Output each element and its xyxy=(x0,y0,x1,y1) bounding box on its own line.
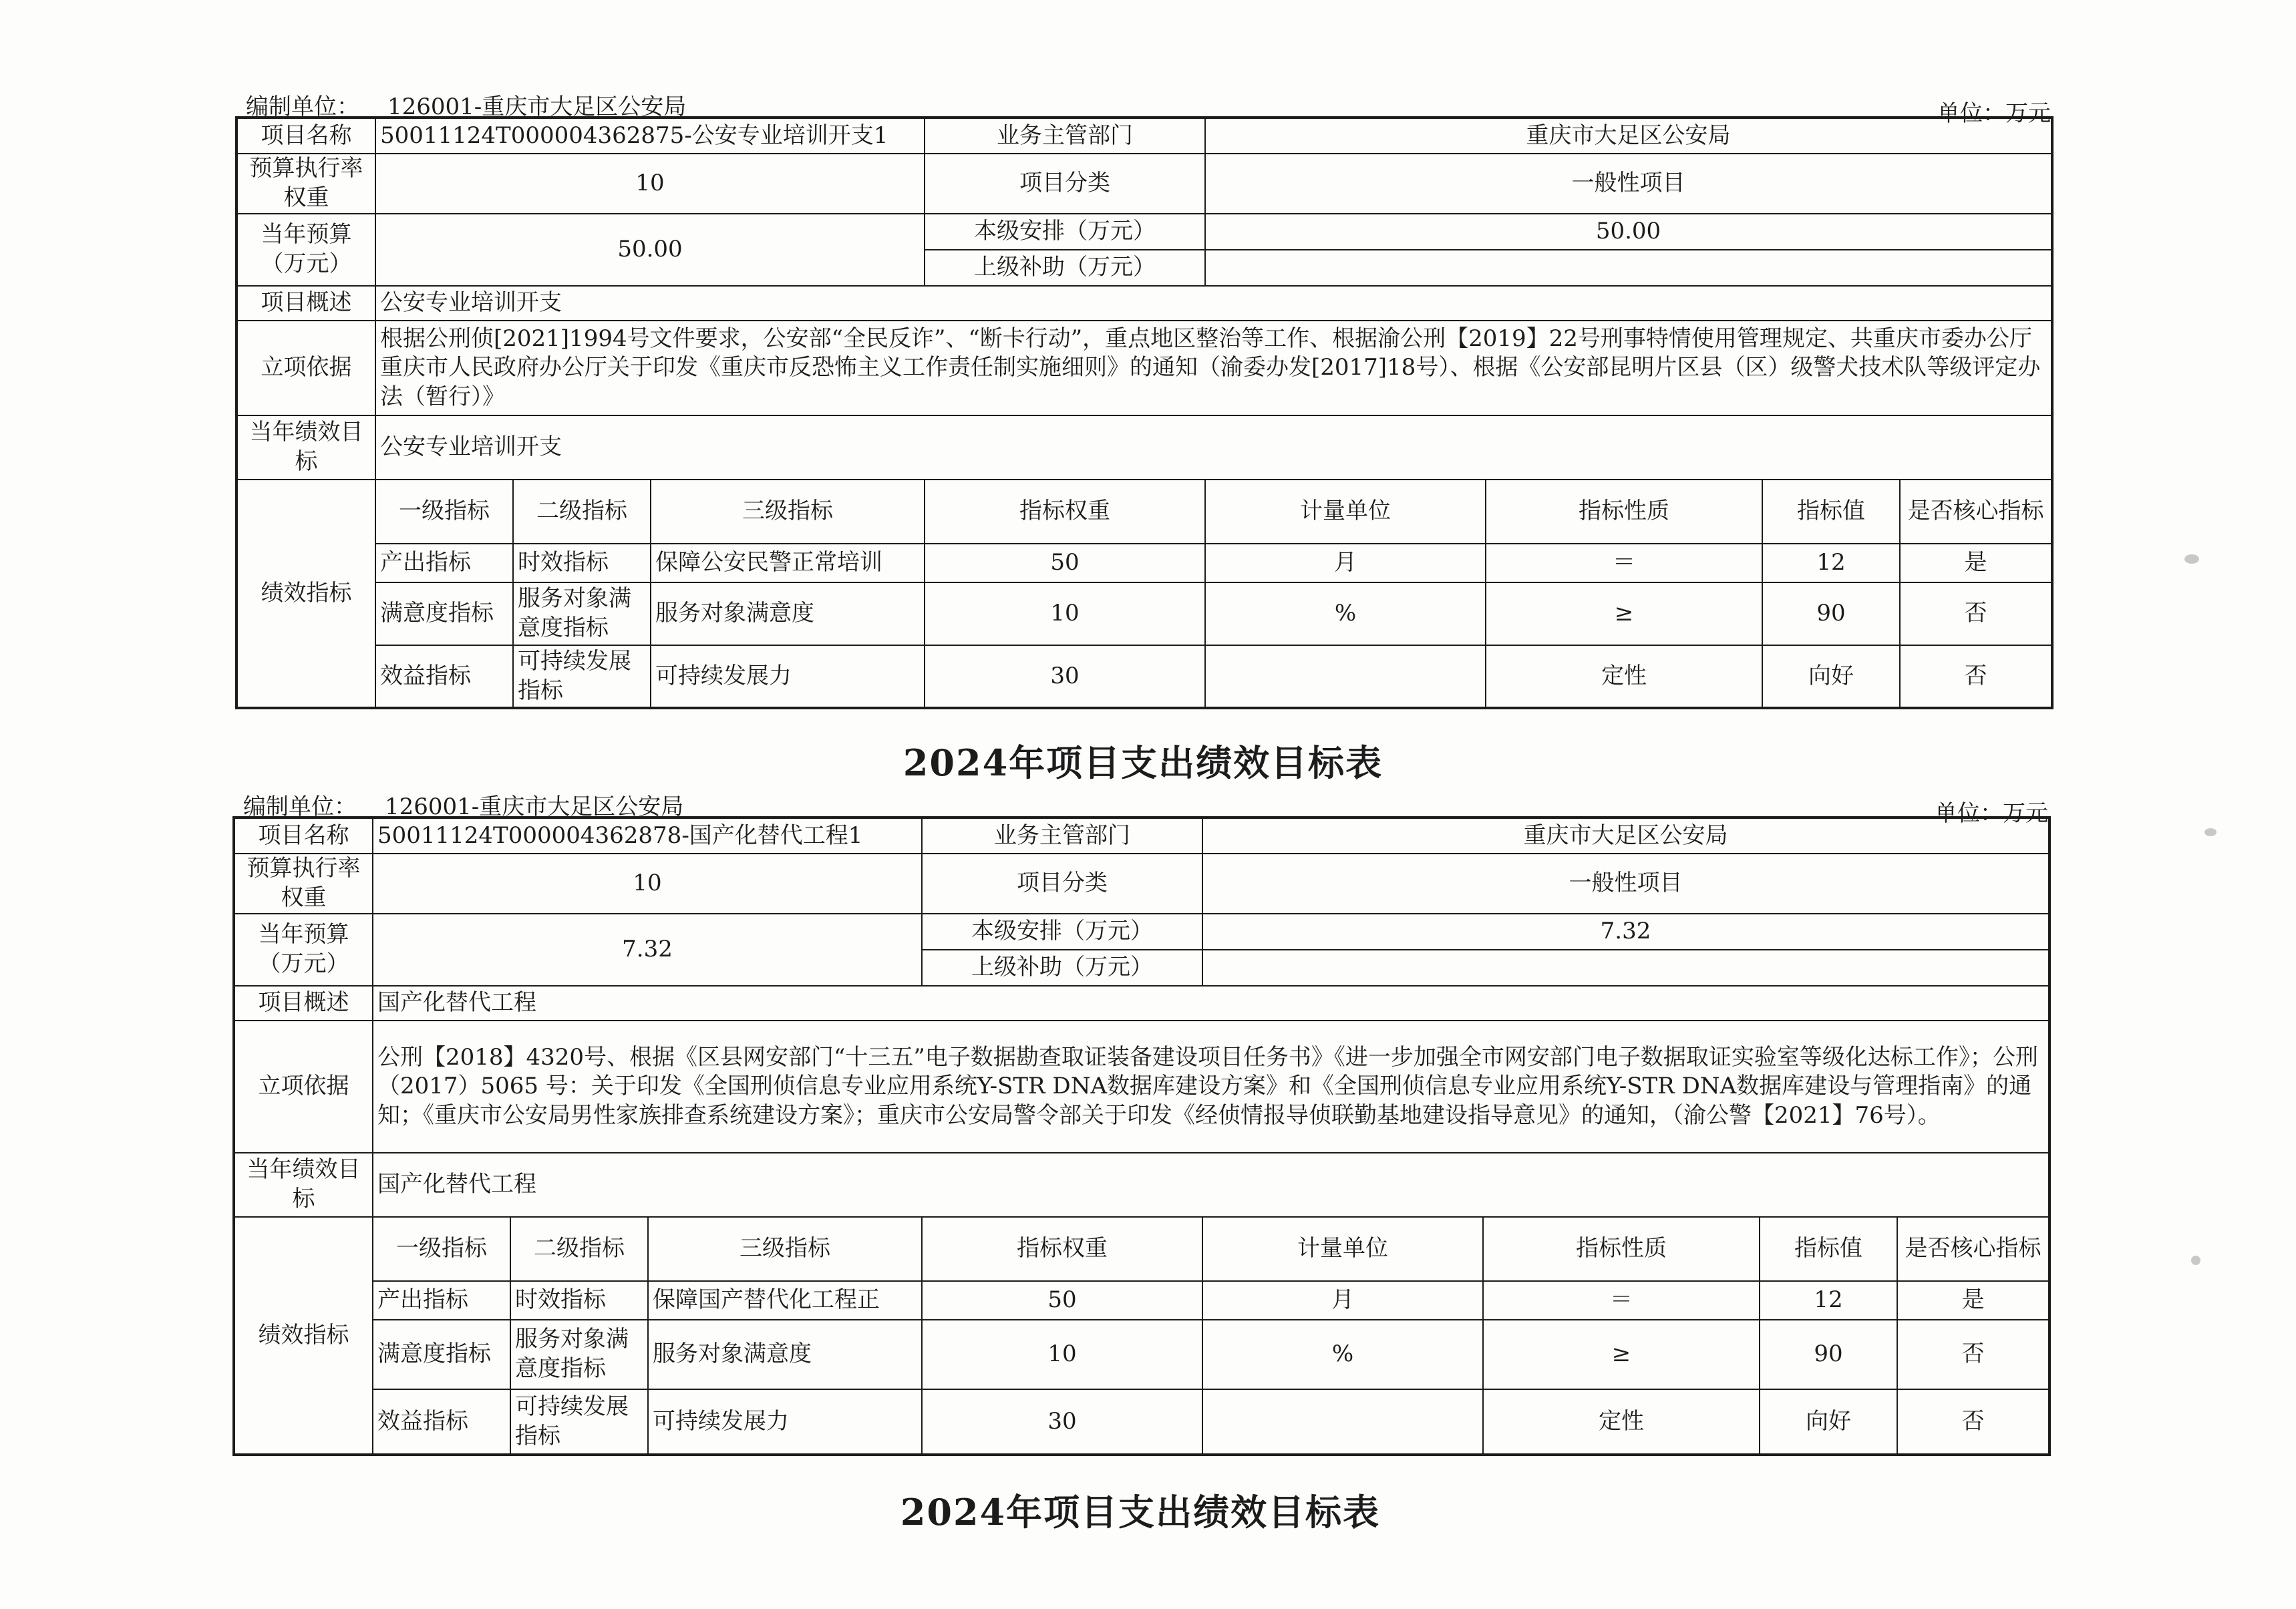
cell-weight: 10 xyxy=(922,1320,1202,1389)
cell-value: 12 xyxy=(1762,544,1900,582)
category-value: 一般性项目 xyxy=(1202,854,2049,914)
cell-weight: 50 xyxy=(925,544,1205,582)
cell-level1: 产出指标 xyxy=(375,544,513,582)
perf-label: 绩效指标 xyxy=(236,480,375,708)
weight-value: 10 xyxy=(373,854,922,914)
cell-unit: 月 xyxy=(1205,544,1486,582)
header-level1: 一级指标 xyxy=(375,480,513,544)
budget-table-1 xyxy=(235,85,2051,709)
cell-level1: 满意度指标 xyxy=(373,1320,510,1389)
basis-value: 根据公刑侦[2021]1994号文件要求，公安部“全民反诈”、“断卡行动”，重点地区整治等工作、根据渝公刑【2019】22号刑事特情使用管理规定、共重庆市委办公厅重庆市人民政府办公厅关于印发《重庆市反恐怖主义工作责任制实施细则》的通知（渝委办发[2017]18号）、根据《公安部昆明片区县（区）级警犬技术队等级评定办法（暂行）》 xyxy=(375,321,2052,415)
dept-value: 重庆市大足区公安局 xyxy=(1202,818,2049,854)
project-name-value: 50011124T000004362878-国产化替代工程1 xyxy=(373,818,922,854)
cell-level1: 满意度指标 xyxy=(375,582,513,645)
header-value: 指标值 xyxy=(1760,1217,1897,1281)
upper-subsidy-label: 上级补助（万元） xyxy=(925,250,1205,286)
performance-goal-table xyxy=(235,116,2054,709)
goal-label: 当年绩效目标 xyxy=(234,1153,373,1217)
cell-unit: 月 xyxy=(1202,1281,1483,1320)
category-label: 项目分类 xyxy=(925,154,1205,214)
own-funds-value: 7.32 xyxy=(1202,914,2049,950)
header-core: 是否核心指标 xyxy=(1900,480,2052,544)
scan-speck xyxy=(2204,828,2217,836)
header-nature: 指标性质 xyxy=(1483,1217,1760,1281)
cell-level3: 可持续发展力 xyxy=(651,645,925,708)
header-level3: 三级指标 xyxy=(651,480,925,544)
cell-value: 12 xyxy=(1760,1281,1897,1320)
header-unit: 计量单位 xyxy=(1205,480,1486,544)
cell-core: 是 xyxy=(1897,1281,2049,1320)
cell-nature: ＝ xyxy=(1486,544,1762,582)
cell-weight: 30 xyxy=(925,645,1205,708)
header-weight: 指标权重 xyxy=(925,480,1205,544)
cell-weight: 50 xyxy=(922,1281,1202,1320)
basis-value: 公刑【2018】4320号、根据《区县网安部门“十三五”电子数据勘查取证装备建设项目任务书》《进一步加强全市网安部门电子数据取证实验室等级化达标工作》；公刑（2017）5065 号：关于印发《全国刑侦信息专业应用系统Y-STR DNA数据库建设方案》和《全国刑侦信息专业应用系统Y-STR DNA数据库建设与管理指南》的通知；《重庆市公安局男性家族排查系统建设方案》；重庆市公安局警令部关于印发《经侦情报导侦联勤基地建设指导意见》的通知，（渝公警【2021】76号）。 xyxy=(373,1021,2049,1153)
basis-label: 立项依据 xyxy=(236,321,375,415)
cell-value: 向好 xyxy=(1760,1389,1897,1455)
project-name-value: 50011124T000004362875-公安专业培训开支1 xyxy=(375,118,925,154)
table-row xyxy=(236,582,2052,645)
cell-nature: ≥ xyxy=(1486,582,1762,645)
upper-subsidy-label: 上级补助（万元） xyxy=(922,950,1202,986)
cell-unit: % xyxy=(1202,1320,1483,1389)
cell-level3: 服务对象满意度 xyxy=(651,582,925,645)
dept-value: 重庆市大足区公安局 xyxy=(1205,118,2052,154)
table-row xyxy=(234,1320,2049,1389)
goal-value: 国产化替代工程 xyxy=(373,1153,2049,1217)
dept-label: 业务主管部门 xyxy=(925,118,1205,154)
cell-level1: 效益指标 xyxy=(375,645,513,708)
cell-nature: 定性 xyxy=(1486,645,1762,708)
category-value: 一般性项目 xyxy=(1205,154,2052,214)
weight-label: 预算执行率权重 xyxy=(234,854,373,914)
goal-label: 当年绩效目标 xyxy=(236,415,375,480)
summary-value: 公安专业培训开支 xyxy=(375,286,2052,321)
scan-speck xyxy=(2191,1256,2200,1265)
page-title: 2024年项目支出绩效目标表 xyxy=(903,741,1383,784)
cell-core: 否 xyxy=(1897,1320,2049,1389)
cell-level2: 可持续发展指标 xyxy=(510,1389,648,1455)
table-meta xyxy=(232,785,2048,827)
summary-label: 项目概述 xyxy=(234,986,373,1021)
cell-unit xyxy=(1205,645,1486,708)
goal-value: 公安专业培训开支 xyxy=(375,415,2052,480)
project-name-label: 项目名称 xyxy=(234,818,373,854)
cell-core: 否 xyxy=(1900,645,2052,708)
cell-core: 是 xyxy=(1900,544,2052,582)
cell-level1: 产出指标 xyxy=(373,1281,510,1320)
cell-core: 否 xyxy=(1900,582,2052,645)
budget-value: 50.00 xyxy=(375,214,925,286)
cell-level3: 保障公安民警正常培训 xyxy=(651,544,925,582)
cell-value: 向好 xyxy=(1762,645,1900,708)
table-row xyxy=(234,1389,2049,1455)
cell-value: 90 xyxy=(1760,1320,1897,1389)
cell-level3: 可持续发展力 xyxy=(648,1389,922,1455)
header-level2: 二级指标 xyxy=(510,1217,648,1281)
currency-unit: 单位：万元 xyxy=(1935,800,2048,827)
cell-unit: % xyxy=(1205,582,1486,645)
currency-unit: 单位：万元 xyxy=(1937,100,2051,127)
cell-level1: 效益指标 xyxy=(373,1389,510,1455)
page-title: 2024年项目支出绩效目标表 xyxy=(900,1491,1381,1534)
table-row xyxy=(236,645,2052,708)
table-meta xyxy=(235,85,2051,127)
scan-speck xyxy=(2184,554,2199,564)
header-weight: 指标权重 xyxy=(922,1217,1202,1281)
own-funds-label: 本级安排（万元） xyxy=(922,914,1202,950)
cell-level2: 服务对象满意度指标 xyxy=(513,582,651,645)
cell-nature: ＝ xyxy=(1483,1281,1760,1320)
category-label: 项目分类 xyxy=(922,854,1202,914)
cell-level2: 时效指标 xyxy=(510,1281,648,1320)
budget-table-2 xyxy=(232,785,2048,1456)
cell-core: 否 xyxy=(1897,1389,2049,1455)
header-level2: 二级指标 xyxy=(513,480,651,544)
org-label: 编制单位： xyxy=(246,94,359,120)
cell-nature: ≥ xyxy=(1483,1320,1760,1389)
own-funds-label: 本级安排（万元） xyxy=(925,214,1205,250)
project-name-label: 项目名称 xyxy=(236,118,375,154)
header-level3: 三级指标 xyxy=(648,1217,922,1281)
cell-level2: 可持续发展指标 xyxy=(513,645,651,708)
summary-label: 项目概述 xyxy=(236,286,375,321)
org-value: 126001-重庆市大足区公安局 xyxy=(385,793,684,820)
header-core: 是否核心指标 xyxy=(1897,1217,2049,1281)
cell-nature: 定性 xyxy=(1483,1389,1760,1455)
weight-label: 预算执行率权重 xyxy=(236,154,375,214)
own-funds-value: 50.00 xyxy=(1205,214,2052,250)
cell-level3: 保障国产替代化工程正 xyxy=(648,1281,922,1320)
budget-label: 当年预算（万元） xyxy=(234,914,373,986)
cell-level3: 服务对象满意度 xyxy=(648,1320,922,1389)
summary-value: 国产化替代工程 xyxy=(373,986,2049,1021)
org-label: 编制单位： xyxy=(243,793,357,820)
org-value: 126001-重庆市大足区公安局 xyxy=(387,94,687,120)
basis-label: 立项依据 xyxy=(234,1021,373,1153)
weight-value: 10 xyxy=(375,154,925,214)
perf-label: 绩效指标 xyxy=(234,1217,373,1455)
cell-level2: 服务对象满意度指标 xyxy=(510,1320,648,1389)
header-value: 指标值 xyxy=(1762,480,1900,544)
cell-value: 90 xyxy=(1762,582,1900,645)
performance-goal-table xyxy=(232,816,2051,1456)
budget-value: 7.32 xyxy=(373,914,922,986)
cell-weight: 30 xyxy=(922,1389,1202,1455)
budget-label: 当年预算（万元） xyxy=(236,214,375,286)
upper-subsidy-value xyxy=(1202,950,2049,986)
table-row xyxy=(234,1281,2049,1320)
header-nature: 指标性质 xyxy=(1486,480,1762,544)
dept-label: 业务主管部门 xyxy=(922,818,1202,854)
upper-subsidy-value xyxy=(1205,250,2052,286)
cell-unit xyxy=(1202,1389,1483,1455)
table-row xyxy=(236,544,2052,582)
cell-weight: 10 xyxy=(925,582,1205,645)
header-level1: 一级指标 xyxy=(373,1217,510,1281)
header-unit: 计量单位 xyxy=(1202,1217,1483,1281)
cell-level2: 时效指标 xyxy=(513,544,651,582)
